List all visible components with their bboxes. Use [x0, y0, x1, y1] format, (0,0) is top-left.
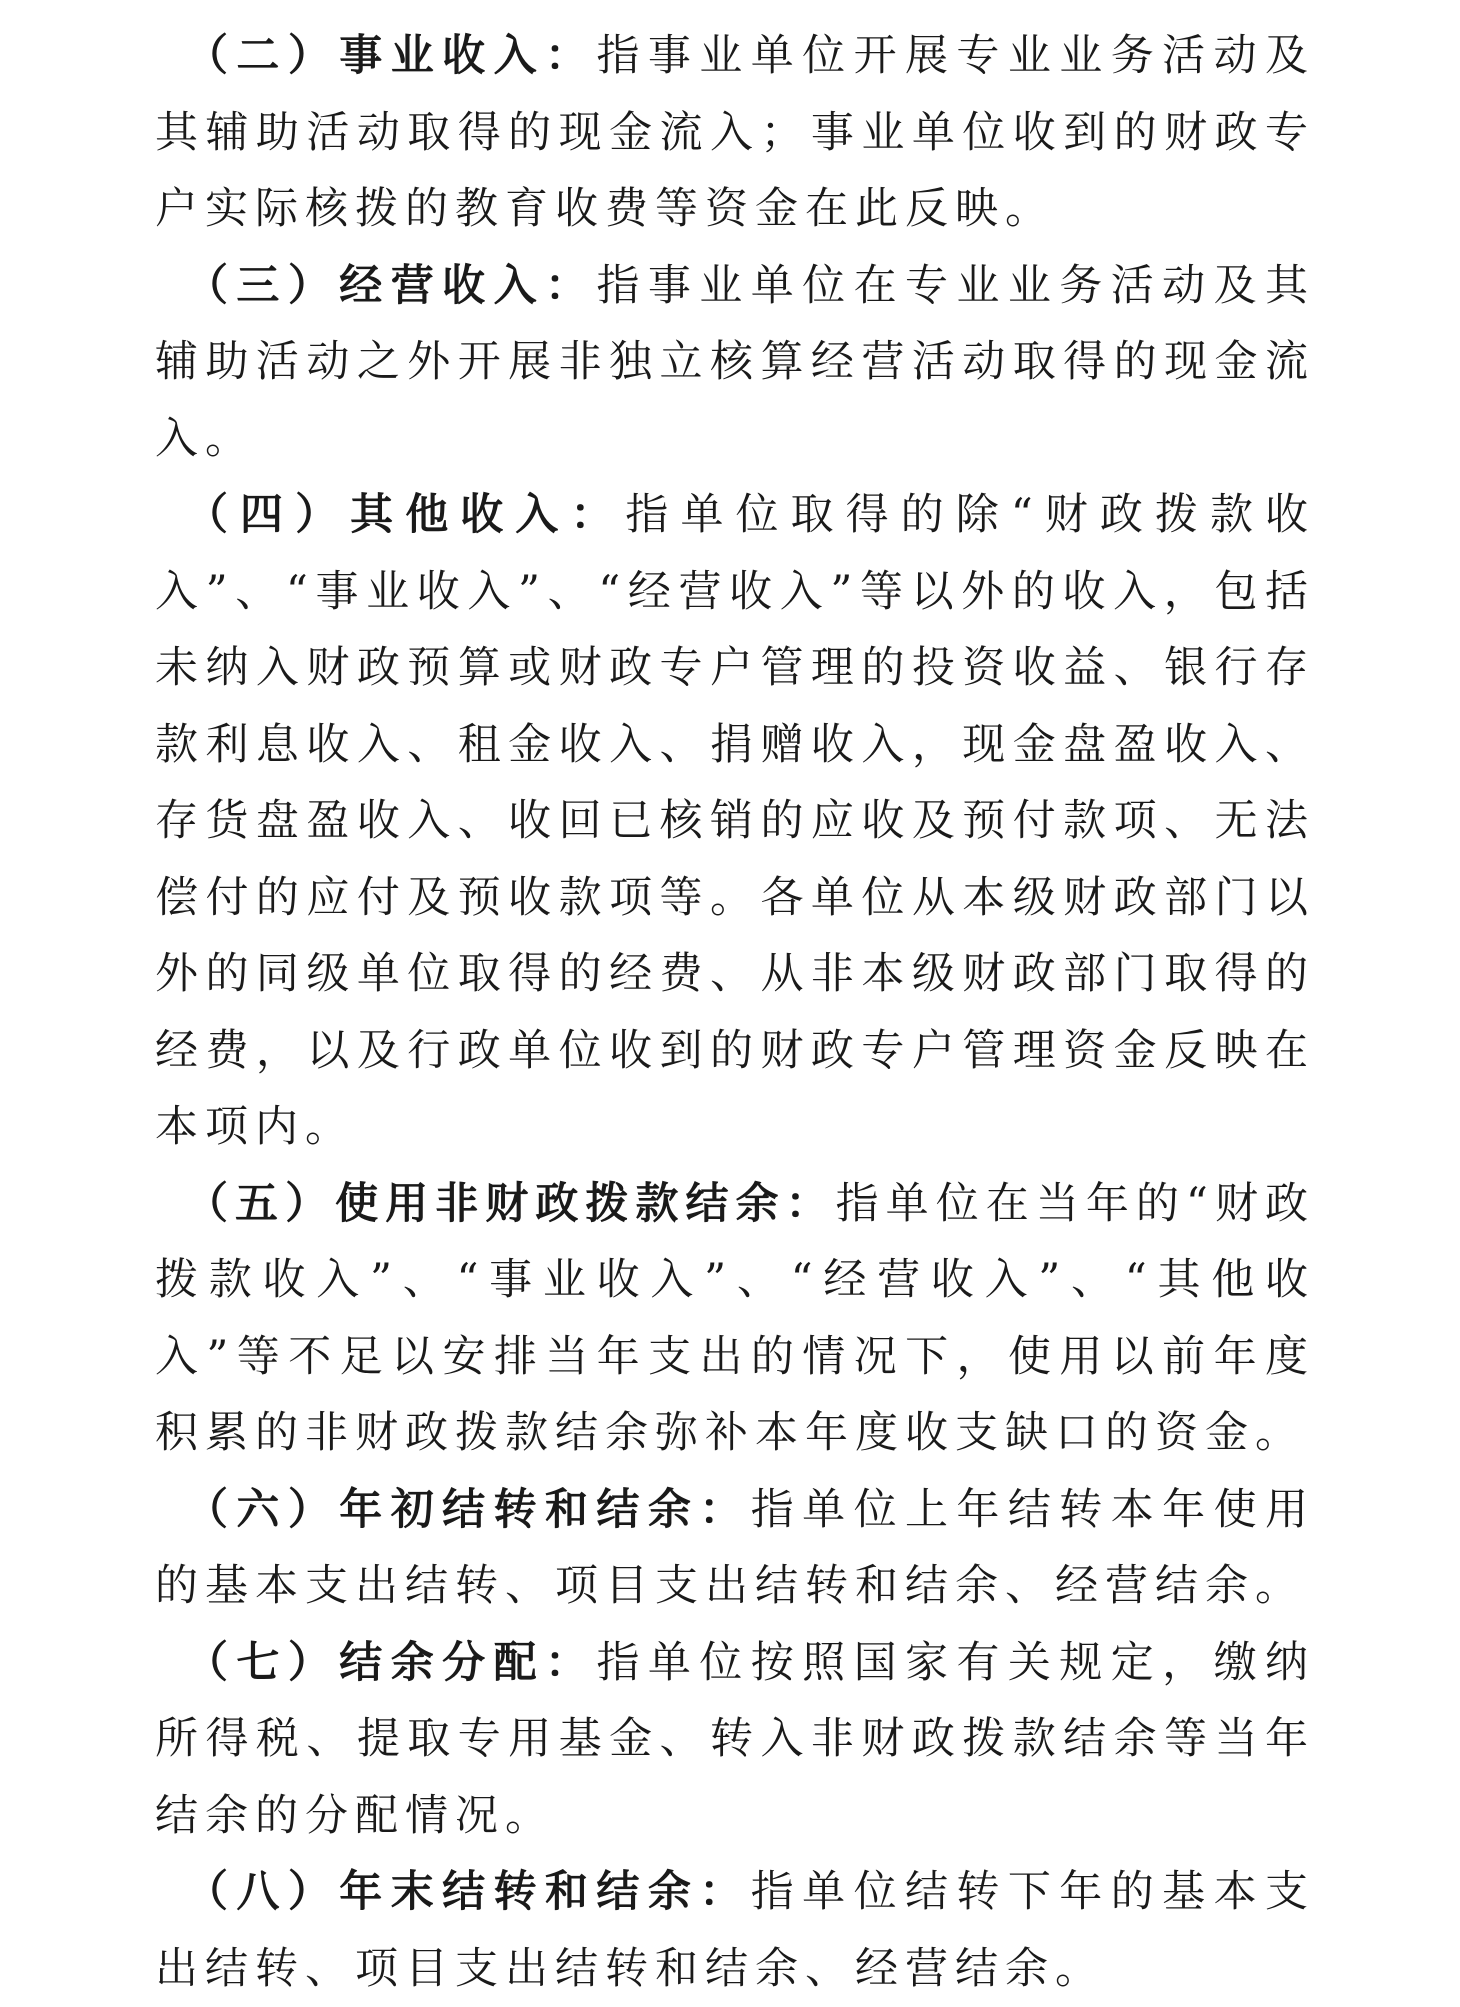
paragraph-other-income — [155, 477, 1315, 1166]
paragraph-heading: （四）其他收入： — [185, 490, 626, 540]
paragraph-text: 指事业单位在专业业务活动及其辅助活动之外开展非独立核算经营活动取得的现金流入。 — [155, 260, 1316, 464]
paragraph-text: 指单位在当年的“财政拨款收入”、“事业收入”、“经营收入”、“其他收入”等不足以安排当年支出的情况下，使用以前年度积累的非财政拨款结余弥补本年度收支缺口的资金。 — [155, 1178, 1316, 1458]
paragraph-text: 指单位取得的除“财政拨款收入”、“事业收入”、“经营收入”等以外的收入，包括未纳入财政预算或财政专户管理的投资收益、银行存款利息收入、租金收入、捐赠收入，现金盘盈收入、存货盘盈收入、收回已核销的应收及预付款项、无法偿付的应付及预收款项等。各单位从本级财政部门以外的同级单位取得的经费、从非本级财政部门取得的经费，以及行政单位收到的财政专户管理资金反映在本项内。 — [155, 490, 1315, 1152]
paragraph-heading: （三）经营收入： — [185, 260, 597, 311]
paragraph-heading: （八）年末结转和结余： — [185, 1867, 751, 1917]
document-body — [155, 18, 1315, 2007]
paragraph-heading: （七）结余分配： — [185, 1637, 597, 1688]
paragraph-text: 指事业单位开展专业业务活动及其辅助活动取得的现金流入；事业单位收到的财政专户实际核拨的教育收费等资金在此反映。 — [155, 31, 1316, 234]
paragraph-heading: （六）年初结转和结余： — [185, 1484, 751, 1535]
paragraph-closing-carryover — [155, 1854, 1315, 2007]
paragraph-heading: （二）事业收入： — [185, 31, 597, 81]
paragraph-text: 指单位上年结转本年使用的基本支出结转、项目支出结转和结余、经营结余。 — [155, 1484, 1316, 1611]
paragraph-text: 指单位结转下年的基本支出结转、项目支出结转和结余、经营结余。 — [155, 1867, 1316, 1994]
paragraph-text: 指单位按照国家有关规定，缴纳所得税、提取专用基金、转入非财政拨款结余等当年结余的分配情况。 — [155, 1637, 1316, 1841]
paragraph-non-fiscal-surplus-use — [155, 1166, 1315, 1472]
paragraph-opening-carryover — [155, 1472, 1315, 1625]
paragraph-business-income — [155, 18, 1315, 248]
paragraph-surplus-distribution — [155, 1625, 1315, 1855]
paragraph-operating-income — [155, 248, 1315, 478]
paragraph-heading: （五）使用非财政拨款结余： — [185, 1178, 836, 1229]
